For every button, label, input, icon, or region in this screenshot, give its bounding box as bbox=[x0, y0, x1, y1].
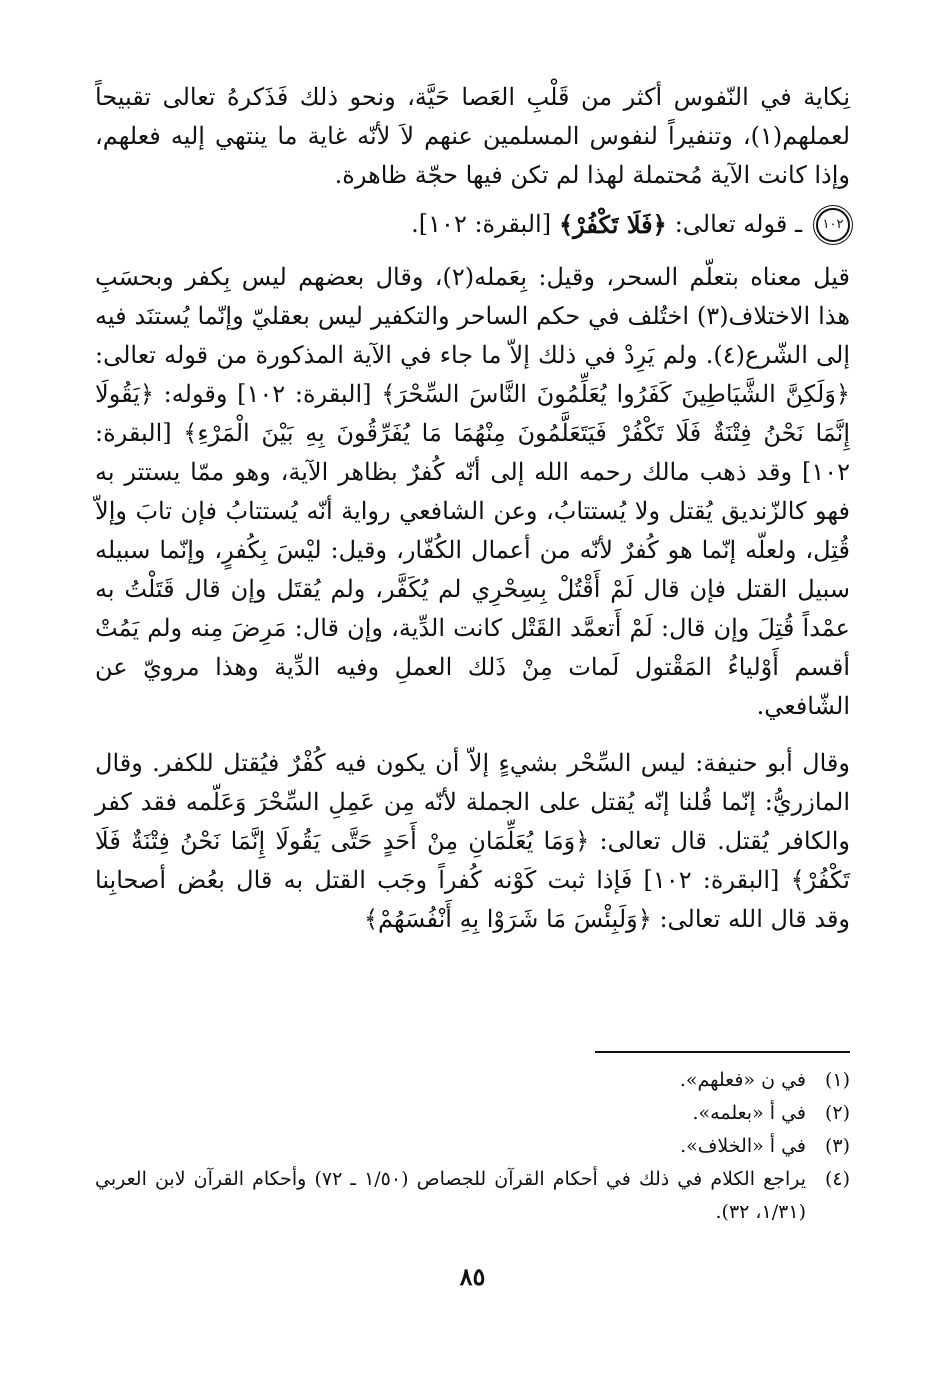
footnote-text: في أ «الخلاف». bbox=[680, 1135, 806, 1157]
footnote-2 bbox=[95, 1097, 850, 1130]
heading-quran-quote: ﴿فَلَا تَكْفُرْ﴾ bbox=[559, 210, 667, 239]
footnote-number: (٣) bbox=[824, 1135, 850, 1157]
main-text bbox=[95, 78, 850, 939]
footnote-4 bbox=[95, 1163, 850, 1229]
footnote-text: يراجع الكلام في ذلك في أحكام القرآن للجصاص (١/٥٠ ـ ٧٢) وأحكام القرآن لابن العربي (١/٣١، ٣٢). bbox=[95, 1168, 806, 1223]
footnote-text: في أ «بعلمه». bbox=[692, 1102, 806, 1124]
verse-number-badge: ١٠٢ bbox=[816, 208, 850, 242]
page-number: ٨٥ bbox=[459, 1262, 486, 1291]
footnote-number: (٢) bbox=[824, 1102, 850, 1124]
footnote-text: في ن «فعلهم». bbox=[679, 1069, 806, 1091]
footnote-divider bbox=[595, 1051, 850, 1053]
paragraph-2: قيل معناه بتعلّم السحر، وقيل: بِعَمله(٢)، وقال بعضهم ليس بِكفر وبحسَبِ هذا الاختلاف(٣) اختُلف في حكم الساحر والتكفير ليس بعقليّ وإنّما يُستنَد فيه إلى الشّرع(٤). ولم يَرِدْ في ذلك إلاّ ما جاء في الآية المذكورة من قوله تعالى: ﴿وَلَكِنَّ الشَّيَاطِينَ كَفَرُوا يُعَلِّمُونَ النَّاسَ السِّحْرَ﴾ [البقرة: ١٠٢] وقوله: ﴿يَقُولَا إِنَّمَا نَحْنُ فِتْنَةٌ فَلَا تَكْفُرْ فَيَتَعَلَّمُونَ مِنْهُمَا مَا يُفَرِّقُونَ بِهِ بَيْنَ الْمَرْءِ﴾ [البقرة: ١٠٢] وقد ذهب مالك رحمه الله إلى أنّه كُفرٌ بظاهر الآية، وهو ممّا يستتر به فهو كالزّنديق يُقتل ولا يُستتابُ، وعن الشافعي رواية أنّه يُستتابُ فإن تابَ وإلاّ قُتِل، ولعلّه إنّما هو كُفرٌ لأنّه من أعمال الكُفّار، وقيل: ليْسَ بِكُفرٍ، وإنّما سبيله سبيل القتل فإن قال لَمْ أَقْتُلْ بِسِحْرِي لم يُكَفَّر، ولم يُقتَل وإن قال قَتَلْتُ به عمْداً قُتِلَ وإن قال: لَمْ أَتعمَّد القَتْل كانت الدِّية، وإن قال: مَرِضَ مِنه ولم يَمُتْ أقسم أَوْلياءُ المَقْتول لَمات مِنْ ذَلك العملِ وفيه الدِّية وهذا مرويّ عن الشّافعي. bbox=[95, 263, 851, 720]
verse-heading bbox=[95, 205, 850, 244]
paragraph-3: وقال أبو حنيفة: ليس السِّحْر بشيءٍ إلاّ أن يكون فيه كُفْرٌ فيُقتل للكفر. وقال المازريُّ: إنّما قُلنا إنّه يُقتل على الجملة لأنّه مِن عَمِلِ السِّحْرَ وَعَلّمه فقد كفر والكافر يُقتل. قال تعالى: ﴿وَمَا يُعَلِّمَانِ مِنْ أَحَدٍ حَتَّى يَقُولَا إِنَّمَا نَحْنُ فِتْنَةٌ فَلَا تَكْفُرْ﴾ [البقرة: ١٠٢] فَإذا ثبت كَوْنه كُفراً وجَب القتل به قال بعُض أصحابِنا وقد قال الله تعالى: ﴿وَلَبِئْسَ مَا شَرَوْا بِهِ أَنْفُسَهُمْ﴾ bbox=[95, 749, 851, 933]
heading-reference: [البقرة: ١٠٢]. bbox=[411, 210, 552, 238]
footnote-1 bbox=[95, 1064, 850, 1097]
paragraph-1: نِكاية في النّفوس أكثر من قَلْبِ العَصا حَيَّة، ونحو ذلك فَذَكرهُ تعالى تقبيحاً لعملهم(١)، وتنفيراً لنفوس المسلمين عنهم لاَ لأنّه غاية ما ينتهي إليه فعلهم، وإذا كانت الآية مُحتملة لهذا لم تكن فيها حجّة ظاهرة. bbox=[95, 83, 850, 189]
footnote-number: (١) bbox=[824, 1069, 850, 1091]
heading-prefix: ـ قوله تعالى: bbox=[674, 210, 802, 238]
footnotes bbox=[95, 1064, 850, 1229]
footnote-number: (٤) bbox=[824, 1168, 850, 1190]
footnote-3 bbox=[95, 1130, 850, 1163]
